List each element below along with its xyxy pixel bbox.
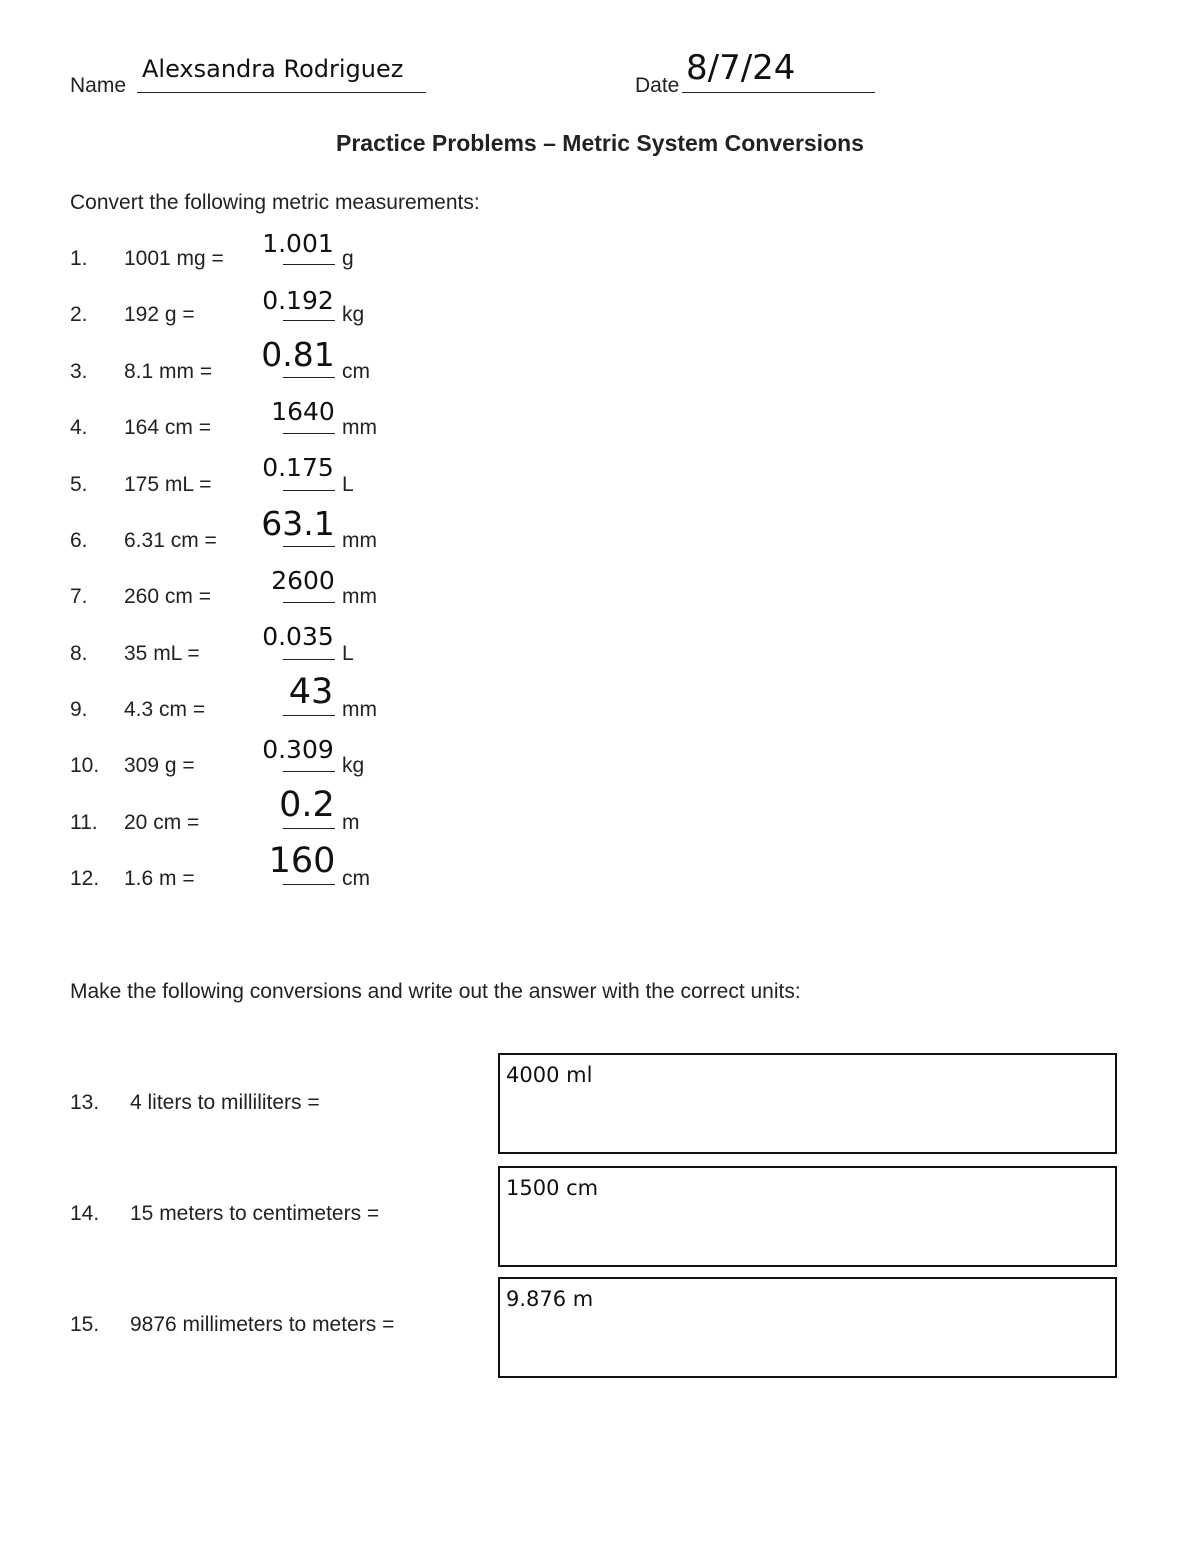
problem-number: 6. — [70, 529, 88, 552]
problem-number: 12. — [70, 867, 100, 890]
problem-question: 309 g = — [124, 754, 195, 777]
problem-question: 8.1 mm = — [124, 360, 213, 383]
problem-question: 192 g = — [124, 303, 195, 326]
answer-field[interactable]: 0.035 — [262, 622, 334, 651]
problem-number: 13. — [70, 1091, 100, 1114]
problem-question: 4.3 cm = — [124, 698, 206, 721]
problem-question: 4 liters to milliliters = — [130, 1091, 320, 1114]
answer-box-text: 9.876 m — [506, 1287, 594, 1311]
answer-field[interactable]: 1.001 — [262, 229, 334, 258]
answer-field[interactable]: 2600 — [271, 566, 335, 595]
answer-line — [283, 433, 335, 434]
unit-label: mm — [342, 698, 377, 721]
unit-label: m — [342, 811, 360, 834]
unit-label: L — [342, 642, 354, 665]
answer-line — [283, 490, 335, 491]
date-label: Date — [635, 74, 680, 97]
problem-question: 9876 millimeters to meters = — [130, 1313, 395, 1336]
date-line — [682, 92, 875, 93]
problem-number: 3. — [70, 360, 88, 383]
problem-question: 35 mL = — [124, 642, 200, 665]
answer-line — [283, 828, 335, 829]
answer-line — [283, 546, 335, 547]
problem-number: 15. — [70, 1313, 100, 1336]
page-title: Practice Problems – Metric System Conversions — [336, 130, 864, 156]
answer-field[interactable]: 0.175 — [262, 453, 334, 482]
problem-question: 1.6 m = — [124, 867, 195, 890]
answer-box[interactable] — [498, 1277, 1117, 1378]
unit-label: mm — [342, 529, 377, 552]
answer-line — [283, 602, 335, 603]
problem-number: 2. — [70, 303, 88, 326]
problem-question: 1001 mg = — [124, 247, 224, 270]
problem-question: 6.31 cm = — [124, 529, 217, 552]
answer-field[interactable]: 63.1 — [261, 504, 335, 543]
answer-box-text: 4000 ml — [506, 1063, 593, 1087]
name-field[interactable]: Alexsandra Rodriguez — [142, 55, 404, 83]
section1-instruction: Convert the following metric measurements: — [70, 191, 480, 214]
answer-line — [283, 771, 335, 772]
answer-line — [283, 715, 335, 716]
answer-field[interactable]: 0.192 — [262, 286, 334, 315]
problem-number: 14. — [70, 1202, 100, 1225]
problem-question: 260 cm = — [124, 585, 211, 608]
problem-question: 15 meters to centimeters = — [130, 1202, 380, 1225]
answer-line — [283, 320, 335, 321]
problem-question: 175 mL = — [124, 473, 212, 496]
answer-field[interactable]: 0.2 — [279, 785, 335, 825]
name-line — [137, 92, 426, 93]
answer-line — [283, 659, 335, 660]
answer-field[interactable]: 160 — [268, 841, 336, 881]
unit-label: cm — [342, 360, 370, 383]
problem-number: 5. — [70, 473, 88, 496]
answer-line — [283, 264, 335, 265]
unit-label: cm — [342, 867, 370, 890]
answer-field[interactable]: 0.309 — [262, 735, 334, 764]
unit-label: mm — [342, 416, 377, 439]
unit-label: kg — [342, 754, 365, 777]
problem-number: 10. — [70, 754, 100, 777]
answer-line — [283, 884, 335, 885]
answer-box[interactable] — [498, 1166, 1117, 1267]
problem-question: 20 cm = — [124, 811, 200, 834]
problem-number: 1. — [70, 247, 88, 270]
unit-label: mm — [342, 585, 377, 608]
answer-line — [283, 377, 335, 378]
answer-field[interactable]: 1640 — [271, 397, 335, 426]
problem-number: 4. — [70, 416, 88, 439]
date-field[interactable]: 8/7/24 — [686, 48, 796, 88]
answer-field[interactable]: 43 — [288, 672, 334, 712]
unit-label: g — [342, 247, 354, 270]
problem-number: 7. — [70, 585, 88, 608]
answer-field[interactable]: 0.81 — [261, 335, 335, 374]
answer-box-text: 1500 cm — [506, 1176, 599, 1200]
unit-label: L — [342, 473, 354, 496]
problem-question: 164 cm = — [124, 416, 211, 439]
problem-number: 8. — [70, 642, 88, 665]
problem-number: 11. — [70, 811, 98, 834]
unit-label: kg — [342, 303, 365, 326]
section2-instruction: Make the following conversions and write out the answer with the correct units: — [70, 980, 801, 1003]
problem-number: 9. — [70, 698, 88, 721]
name-label: Name — [70, 74, 127, 97]
answer-box[interactable] — [498, 1053, 1117, 1154]
